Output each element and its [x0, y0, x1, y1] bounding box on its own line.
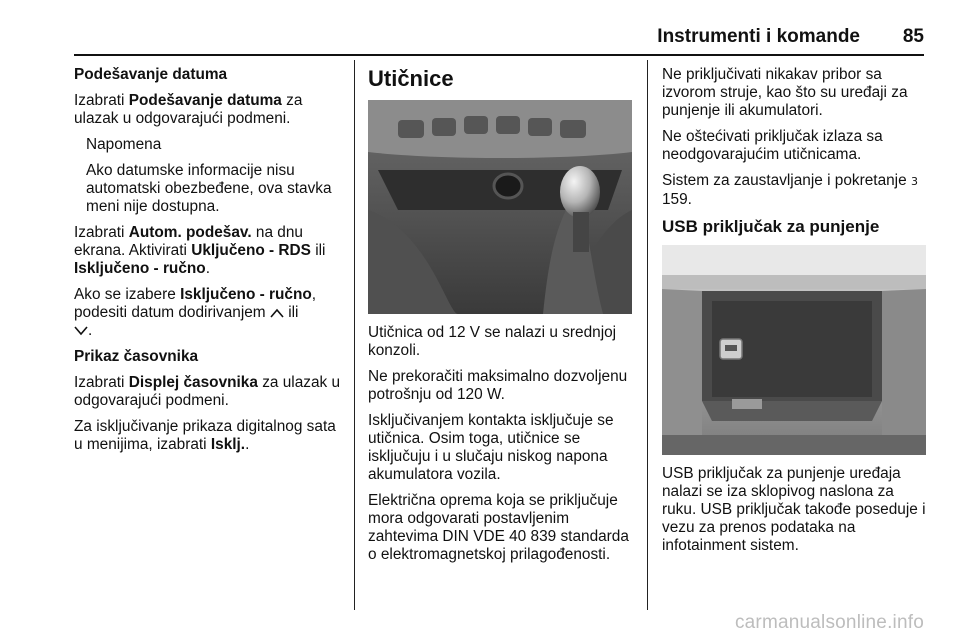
page-number: 85 [902, 26, 924, 47]
paragraph-clock-select: Izabrati Displej časovnika za ulazak u odgovarajući podmeni. [74, 374, 341, 409]
header-title: Instrumenti i komande [657, 26, 860, 47]
section-title-sockets: Utičnice [368, 66, 454, 91]
column-divider-2 [647, 60, 648, 610]
paragraph-auto-setting: Izabrati Autom. podešav. na dnu ekrana. Aktivirati Uključeno - RDS ili Isključeno - ručno. [74, 224, 326, 277]
page-header [74, 18, 924, 48]
paragraph-clock-off: Za isključivanje prikaza digitalnog sata u menijima, izabrati Isklj.. [74, 418, 336, 453]
header-rule [74, 54, 924, 56]
chevron-down-icon [74, 325, 88, 337]
paragraph-stop-start-ref: Sistem za zaustavljanje i pokretanje 3 159. [662, 172, 918, 208]
paragraph-ignition-off: Isključivanjem kontakta isključuje se utičnica. Osim toga, utičnice se isključuju i u slučaju niskog napona akumulatora vozila. [368, 412, 614, 483]
chevron-up-icon [270, 307, 284, 319]
column-1 [74, 66, 344, 462]
section-title-usb: USB priključak za punjenje [662, 217, 880, 236]
paragraph-usb-location: USB priključak za punjenje uređaja nalazi se iza sklopivog naslona za ruku. USB priključak takođe poseduje i vezu za prenos podataka na infotainment sistem. [662, 465, 926, 554]
paragraph-max-power: Ne prekoračiti maksimalno dozvoljenu potrošnju od 120 W. [368, 368, 628, 403]
paragraph-no-power-source: Ne priključivati nikakav pribor sa izvorom struje, kao što su uređaji za punjenje ili akumulatori. [662, 66, 908, 119]
heading-date-setting: Podešavanje datuma [74, 66, 228, 83]
column-2 [368, 66, 634, 572]
paragraph-manual-setting: Ako se izabere Isključeno - ručno, podesiti datum dodirivanjem ili . [74, 286, 317, 339]
note-heading: Napomena [86, 136, 162, 153]
paragraph-no-damage: Ne oštećivati priključak izlaza sa neodgovarajućim utičnicama. [662, 128, 883, 163]
note-text: Ako datumske informacije nisu automatski obezbeđene, ova stavka meni nije dostupna. [86, 162, 332, 215]
watermark: carmanualsonline.info [734, 612, 924, 633]
heading-clock-display: Prikaz časovnika [74, 348, 199, 365]
paragraph-equipment-standard: Električna oprema koja se priključuje mora odgovarati postavljenim zahtevima DIN VDE 40 839 standarda o elektromagnetskoj prilagođenosti. [368, 492, 629, 563]
note-box [86, 136, 344, 216]
photo-12v-socket [368, 100, 632, 314]
photo-usb-port [662, 245, 926, 455]
column-3 [662, 66, 928, 563]
paragraph-date-select: Izabrati Podešavanje datuma za ulazak u odgovarajući podmeni. [74, 92, 303, 127]
reference-arrow-icon: 3 [910, 175, 918, 188]
paragraph-12v-location: Utičnica od 12 V se nalazi u srednjoj konzoli. [368, 324, 617, 359]
column-divider-1 [354, 60, 355, 610]
